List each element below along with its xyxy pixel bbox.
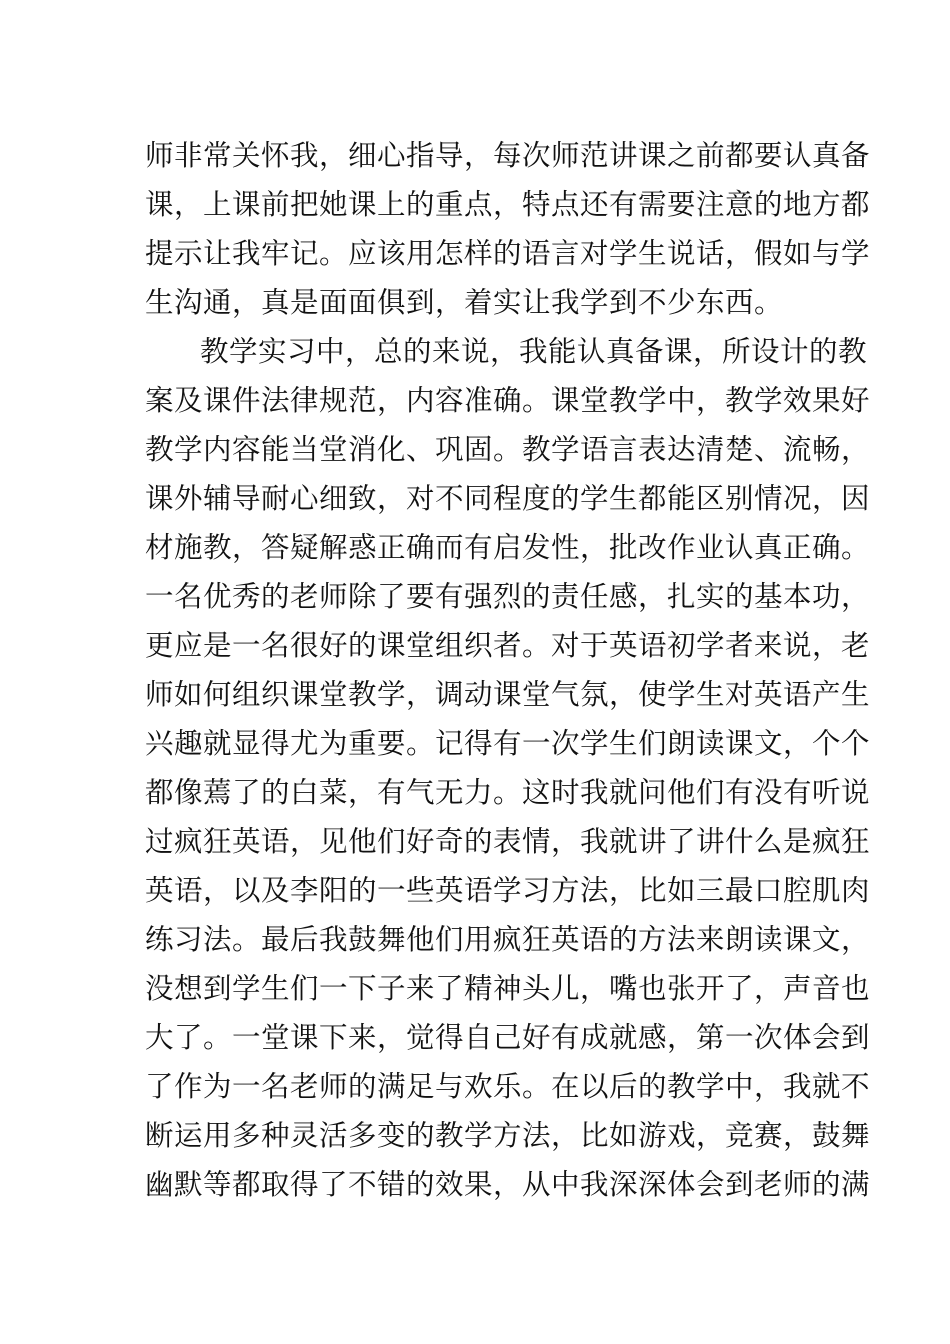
text-line: 没想到学生们一下子来了精神头儿，嘴也张开了，声音也 <box>145 972 871 1005</box>
text-line: 大了。一堂课下来，觉得自己好有成就感，第一次体会到 <box>145 1021 871 1054</box>
text-line: 了作为一名老师的满足与欢乐。在以后的教学中，我就不 <box>145 1070 871 1103</box>
text-line: 兴趣就显得尤为重要。记得有一次学生们朗读课文，个个 <box>145 727 871 760</box>
text-line: 课外辅导耐心细致，对不同程度的学生都能区别情况，因 <box>145 482 871 515</box>
text-line: 一名优秀的老师除了要有强烈的责任感，扎实的基本功， <box>145 580 871 613</box>
text-line: 提示让我牢记。应该用怎样的语言对学生说话，假如与学 <box>145 237 871 270</box>
text-line: 教学内容能当堂消化、巩固。教学语言表达清楚、流畅， <box>145 433 871 466</box>
text-line: 更应是一名很好的课堂组织者。对于英语初学者来说，老 <box>145 629 871 662</box>
text-line: 都像蔫了的白菜，有气无力。这时我就问他们有没有听说 <box>145 776 871 809</box>
paragraph-start-line: 教学实习中，总的来说，我能认真备课，所设计的教 <box>200 335 868 368</box>
text-line: 幽默等都取得了不错的效果，从中我深深体会到老师的满 <box>145 1168 871 1201</box>
text-line: 材施教，答疑解惑正确而有启发性，批改作业认真正确。 <box>145 531 871 564</box>
text-line: 生沟通，真是面面俱到，着实让我学到不少东西。 <box>145 286 784 319</box>
text-line: 师非常关怀我，细心指导，每次师范讲课之前都要认真备 <box>145 139 871 172</box>
text-line: 断运用多种灵活多变的教学方法，比如游戏，竞赛，鼓舞 <box>145 1119 871 1152</box>
text-line: 课，上课前把她课上的重点，特点还有需要注意的地方都 <box>145 188 871 221</box>
text-line: 师如何组织课堂教学，调动课堂气氛，使学生对英语产生 <box>145 678 871 711</box>
body-text <box>145 131 871 1209</box>
text-line: 案及课件法律规范，内容准确。课堂教学中，教学效果好 <box>145 384 871 417</box>
text-line: 英语，以及李阳的一些英语学习方法，比如三最口腔肌肉 <box>145 874 871 907</box>
text-line: 过疯狂英语，见他们好奇的表情，我就讲了讲什么是疯狂 <box>145 825 871 858</box>
text-line: 练习法。最后我鼓舞他们用疯狂英语的方法来朗读课文， <box>145 923 871 956</box>
